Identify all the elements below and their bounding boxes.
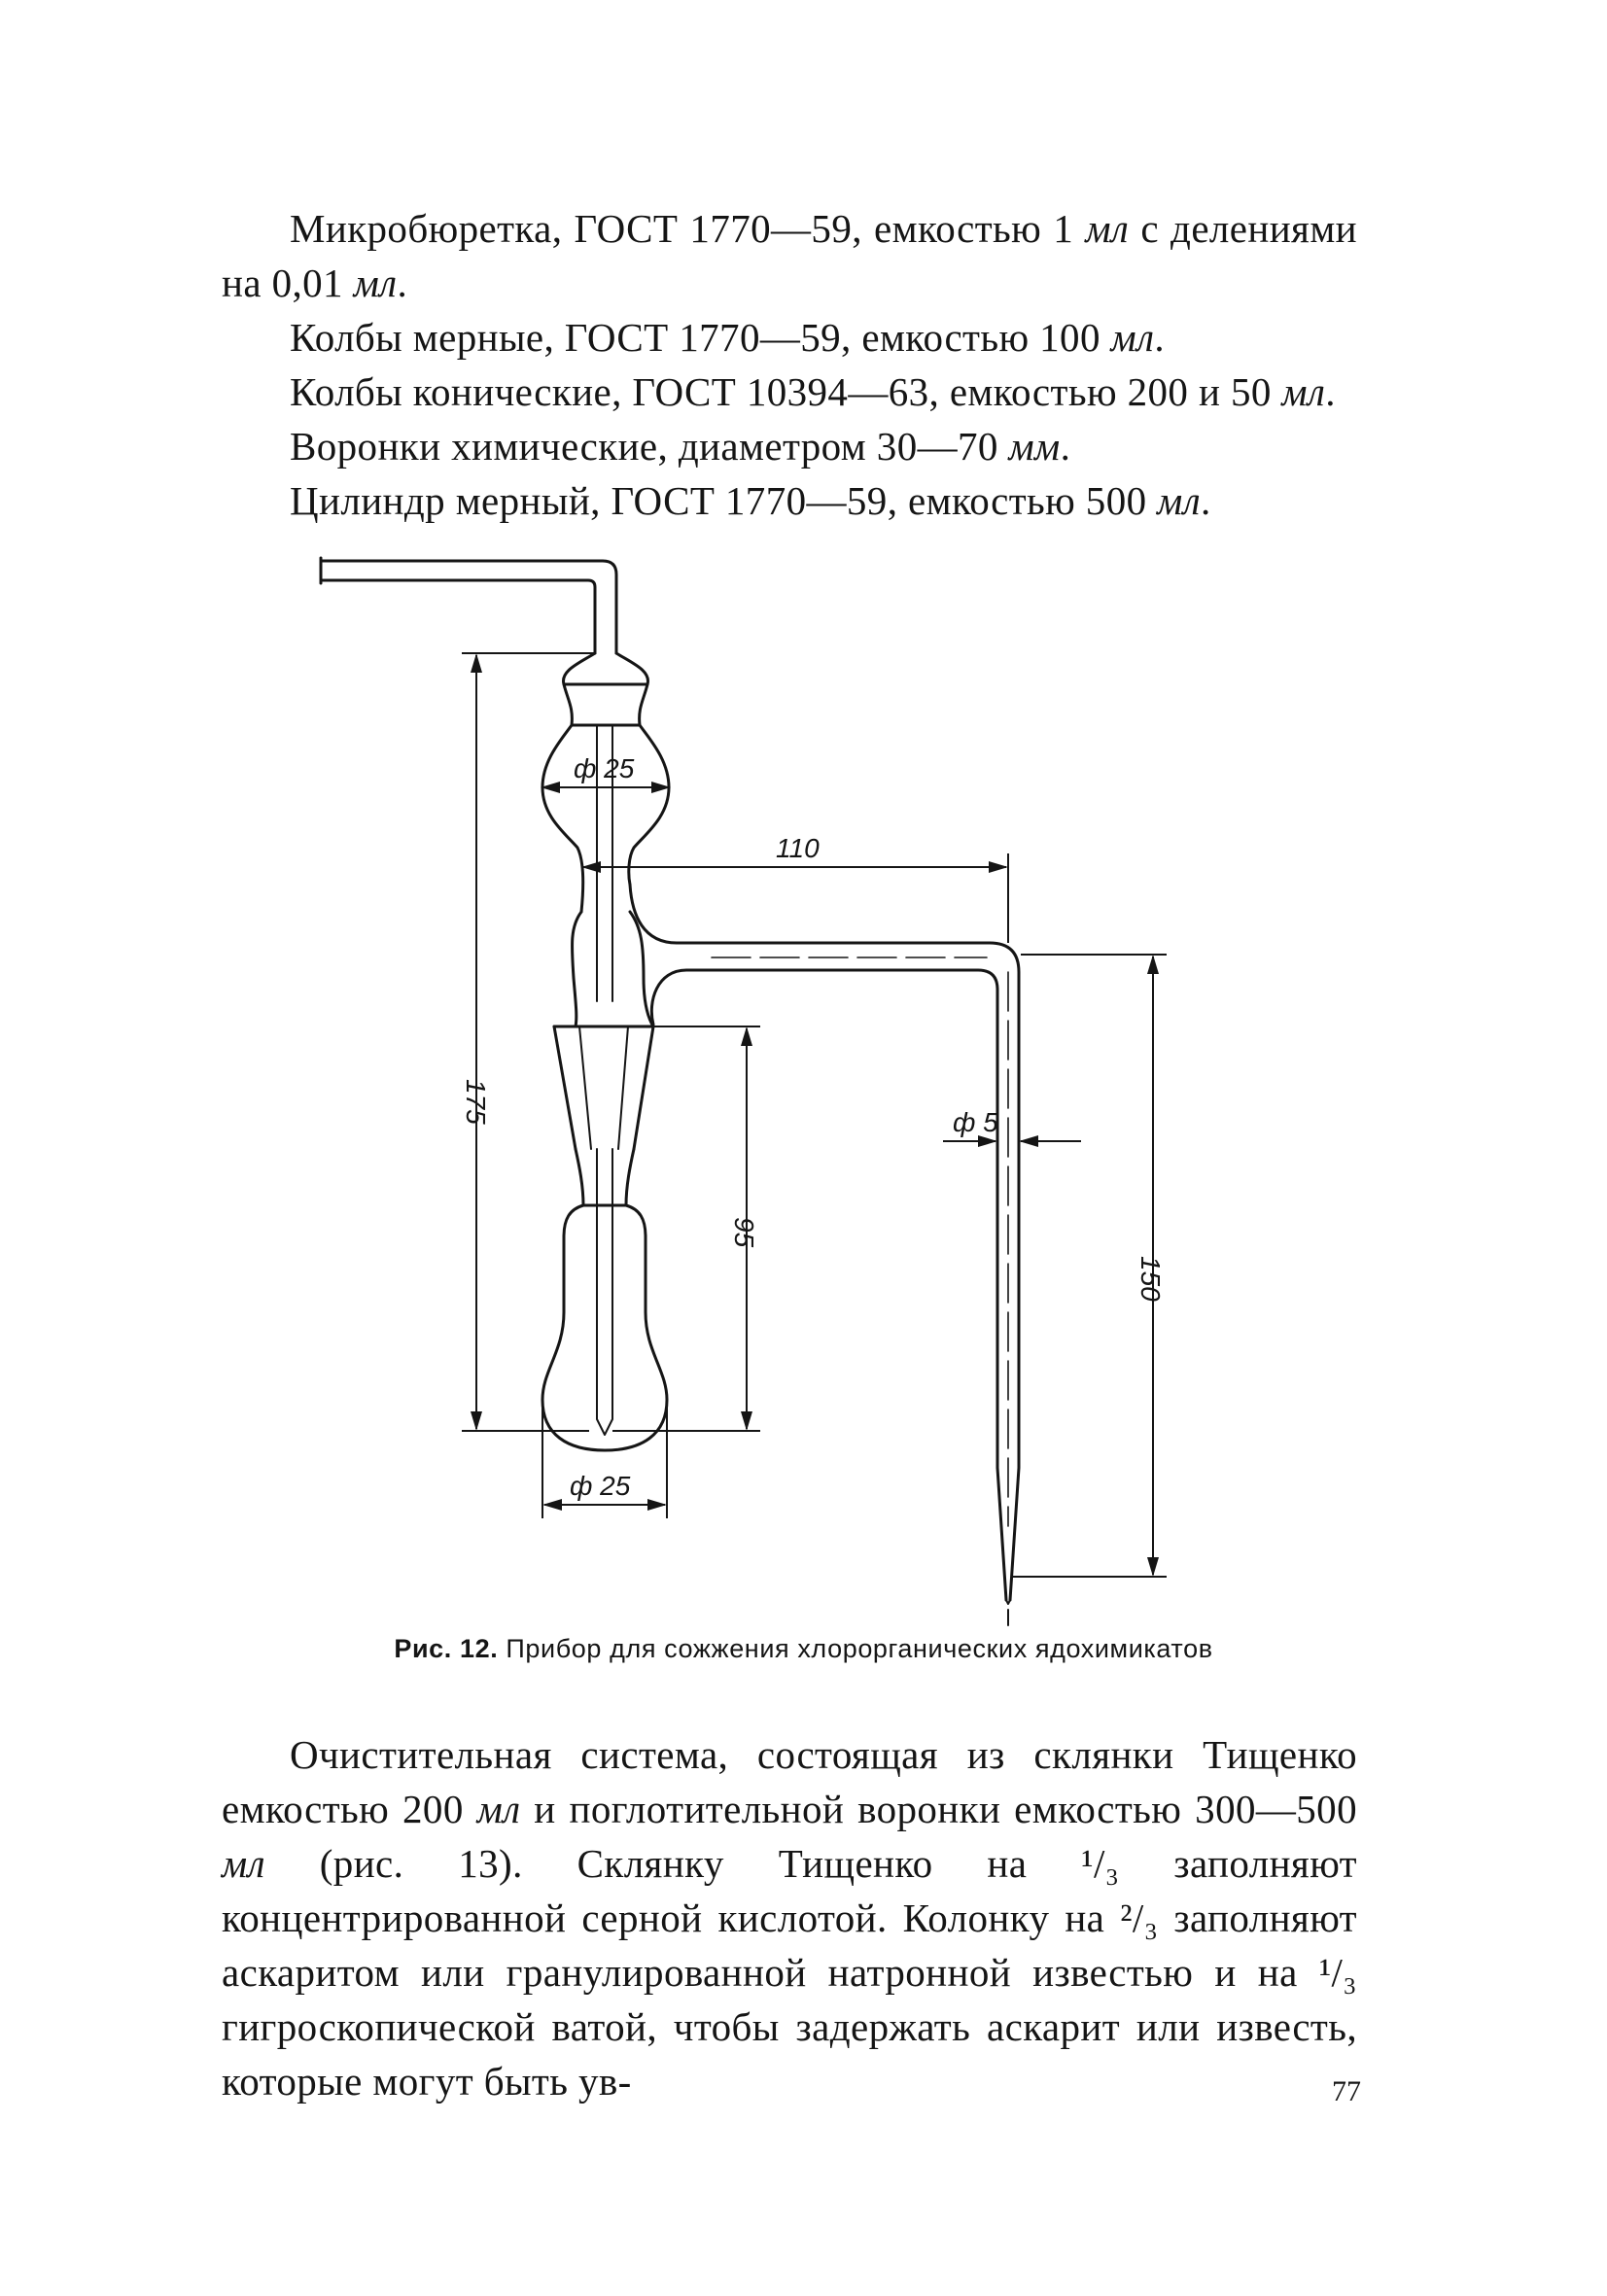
unit: мл — [1157, 478, 1201, 523]
outlet-tip — [1006, 1600, 1010, 1625]
middle-body-left — [572, 912, 581, 1026]
inlet-tube-inner — [321, 580, 595, 653]
label-lower-height: 95 — [729, 1217, 759, 1248]
label-lower-bulb-diameter: ф 25 — [570, 1471, 631, 1501]
apparatus-svg — [292, 544, 1264, 1633]
middle-body-right — [630, 912, 653, 1026]
side-arm-lower — [651, 970, 997, 1225]
text-run: . — [1325, 369, 1336, 414]
text-run: Микробюретка, ГОСТ 1770—59, емкостью 1 — [290, 206, 1086, 251]
caption-prefix: Рис. 12. — [394, 1634, 499, 1663]
paragraph-volumetric-flasks — [222, 310, 1357, 365]
cone-joint-inner-right — [618, 1026, 628, 1149]
lower-neck-left — [576, 1149, 583, 1205]
text-run: Очистительная система, состоящая из склянки Тищенко емкостью 200 — [222, 1732, 1357, 1831]
lower-neck-right — [626, 1149, 634, 1205]
label-tube-diameter: ф 5 — [953, 1107, 998, 1137]
page-number: 77 — [1332, 2075, 1361, 2107]
text-run: Воронки химические, диаметром 30—70 — [290, 424, 1009, 469]
label-upper-bulb-diameter: ф 25 — [574, 753, 635, 783]
paragraph-cylinder — [222, 473, 1357, 528]
text-run: (рис. 13). Склянку Тищенко на ¹/₃ заполняют концентрированной серной кислотой. Колонку на ²/₃ заполняют аскаритом или гранулированной натронной известью и на ¹/₃ гигроскопической ватой, чтобы задержать аскарит или известь, которые могут быть ув- — [222, 1841, 1357, 2104]
text-run: Цилиндр мерный, ГОСТ 1770—59, емкостью 500 — [290, 478, 1158, 523]
label-overall-height: 175 — [461, 1079, 491, 1125]
text-run: Колбы конические, ГОСТ 10394—63, емкостью 200 и 50 — [290, 369, 1282, 414]
unit: мл — [476, 1787, 521, 1831]
unit: мм — [1008, 424, 1061, 469]
inlet-tube-outer — [321, 561, 616, 653]
unit: мл — [353, 261, 398, 305]
text-run: . — [397, 261, 408, 305]
cone-joint-right — [634, 1026, 653, 1149]
text-run: и поглотительной воронки емкостью 300—500 — [520, 1787, 1357, 1831]
outlet-tube-left — [997, 1225, 1006, 1600]
caption-text: Прибор для сожжения хлорорганических ядохимикатов — [506, 1634, 1213, 1663]
equipment-list — [222, 201, 1357, 528]
body-paragraph-block — [222, 1727, 1357, 2108]
paragraph-conical-flasks — [222, 365, 1357, 419]
label-tube-length: 150 — [1135, 1256, 1166, 1302]
side-arm-upper — [630, 885, 1019, 1225]
paragraph-funnels — [222, 419, 1357, 473]
figure-caption — [292, 1631, 1315, 1666]
cone-joint-inner-left — [579, 1026, 591, 1149]
text-run: . — [1060, 424, 1071, 469]
cone-joint-left — [554, 1026, 576, 1149]
text-run: . — [1201, 478, 1211, 523]
unit: мл — [222, 1841, 265, 1886]
paragraph-purification-system — [222, 1727, 1357, 2108]
figure-apparatus-drawing — [292, 544, 1264, 1633]
text-run: с делениями на 0,01 — [222, 206, 1358, 305]
label-horizontal-length: 110 — [776, 833, 820, 863]
text-run: Колбы мерные, ГОСТ 1770—59, емкостью 100 — [290, 315, 1111, 360]
unit: мл — [1110, 315, 1155, 360]
paragraph-microburette — [222, 201, 1357, 310]
outlet-tube-right — [1010, 1225, 1019, 1600]
inner-tube-lower — [597, 1149, 612, 1435]
text-run: . — [1154, 315, 1165, 360]
unit: мл — [1085, 206, 1130, 251]
unit: мл — [1281, 369, 1326, 414]
lower-bulb — [542, 1205, 667, 1450]
